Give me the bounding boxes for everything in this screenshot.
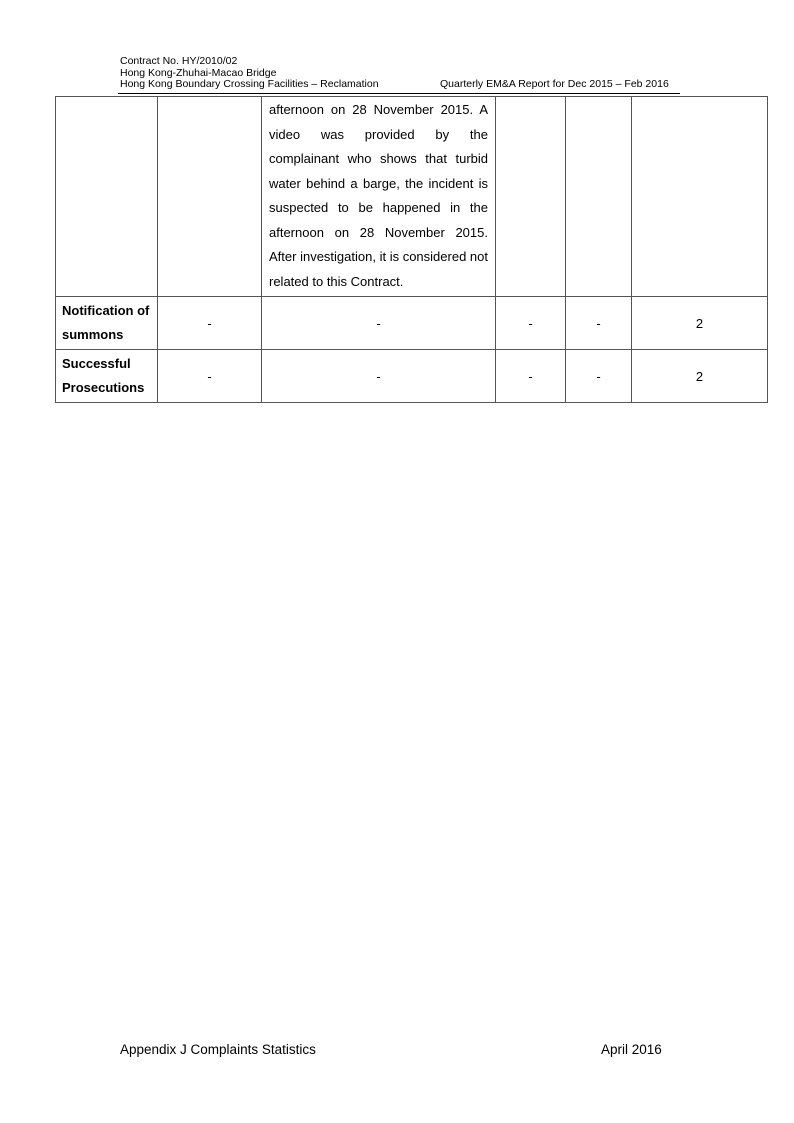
- table-row: [56, 297, 768, 350]
- table-cell: -: [496, 350, 566, 403]
- table-row: [56, 350, 768, 403]
- table-cell: -: [262, 297, 496, 350]
- table-cell: 2: [632, 297, 768, 350]
- table-cell: -: [566, 350, 632, 403]
- table-cell: [632, 97, 768, 297]
- complaints-statistics-table: [55, 96, 768, 403]
- complaint-description: afternoon on 28 November 2015. A video was provided by the complainant who shows that turbid water behind a barge, the incident is suspected to be happened in the afternoon on 28 November 2015. After investigation, it is considered not related to this Contract.: [269, 102, 488, 289]
- footer-appendix-title: Appendix J Complaints Statistics: [120, 1042, 316, 1057]
- header-divider: [118, 93, 680, 94]
- project-subtitle: Hong Kong Boundary Crossing Facilities – Reclamation: [120, 78, 379, 90]
- table-cell: [496, 97, 566, 297]
- table-cell: -: [262, 350, 496, 403]
- page-header: [120, 56, 680, 91]
- footer-date: April 2016: [601, 1042, 662, 1057]
- report-title: Quarterly EM&A Report for Dec 2015 – Feb 2016: [440, 78, 669, 90]
- table-cell: -: [158, 297, 262, 350]
- table-row: [56, 97, 768, 297]
- table-cell: -: [158, 350, 262, 403]
- table-cell: [56, 97, 158, 297]
- table-cell: -: [496, 297, 566, 350]
- project-name: Hong Kong-Zhuhai-Macao Bridge: [120, 66, 277, 79]
- table-cell: [566, 97, 632, 297]
- complaint-description-cell: [262, 97, 496, 297]
- contract-number: Contract No. HY/2010/02: [120, 55, 238, 67]
- row-label: Notification of summons: [56, 297, 158, 350]
- table-cell: -: [566, 297, 632, 350]
- table-cell: [158, 97, 262, 297]
- row-label: Successful Prosecutions: [56, 350, 158, 403]
- table-cell: 2: [632, 350, 768, 403]
